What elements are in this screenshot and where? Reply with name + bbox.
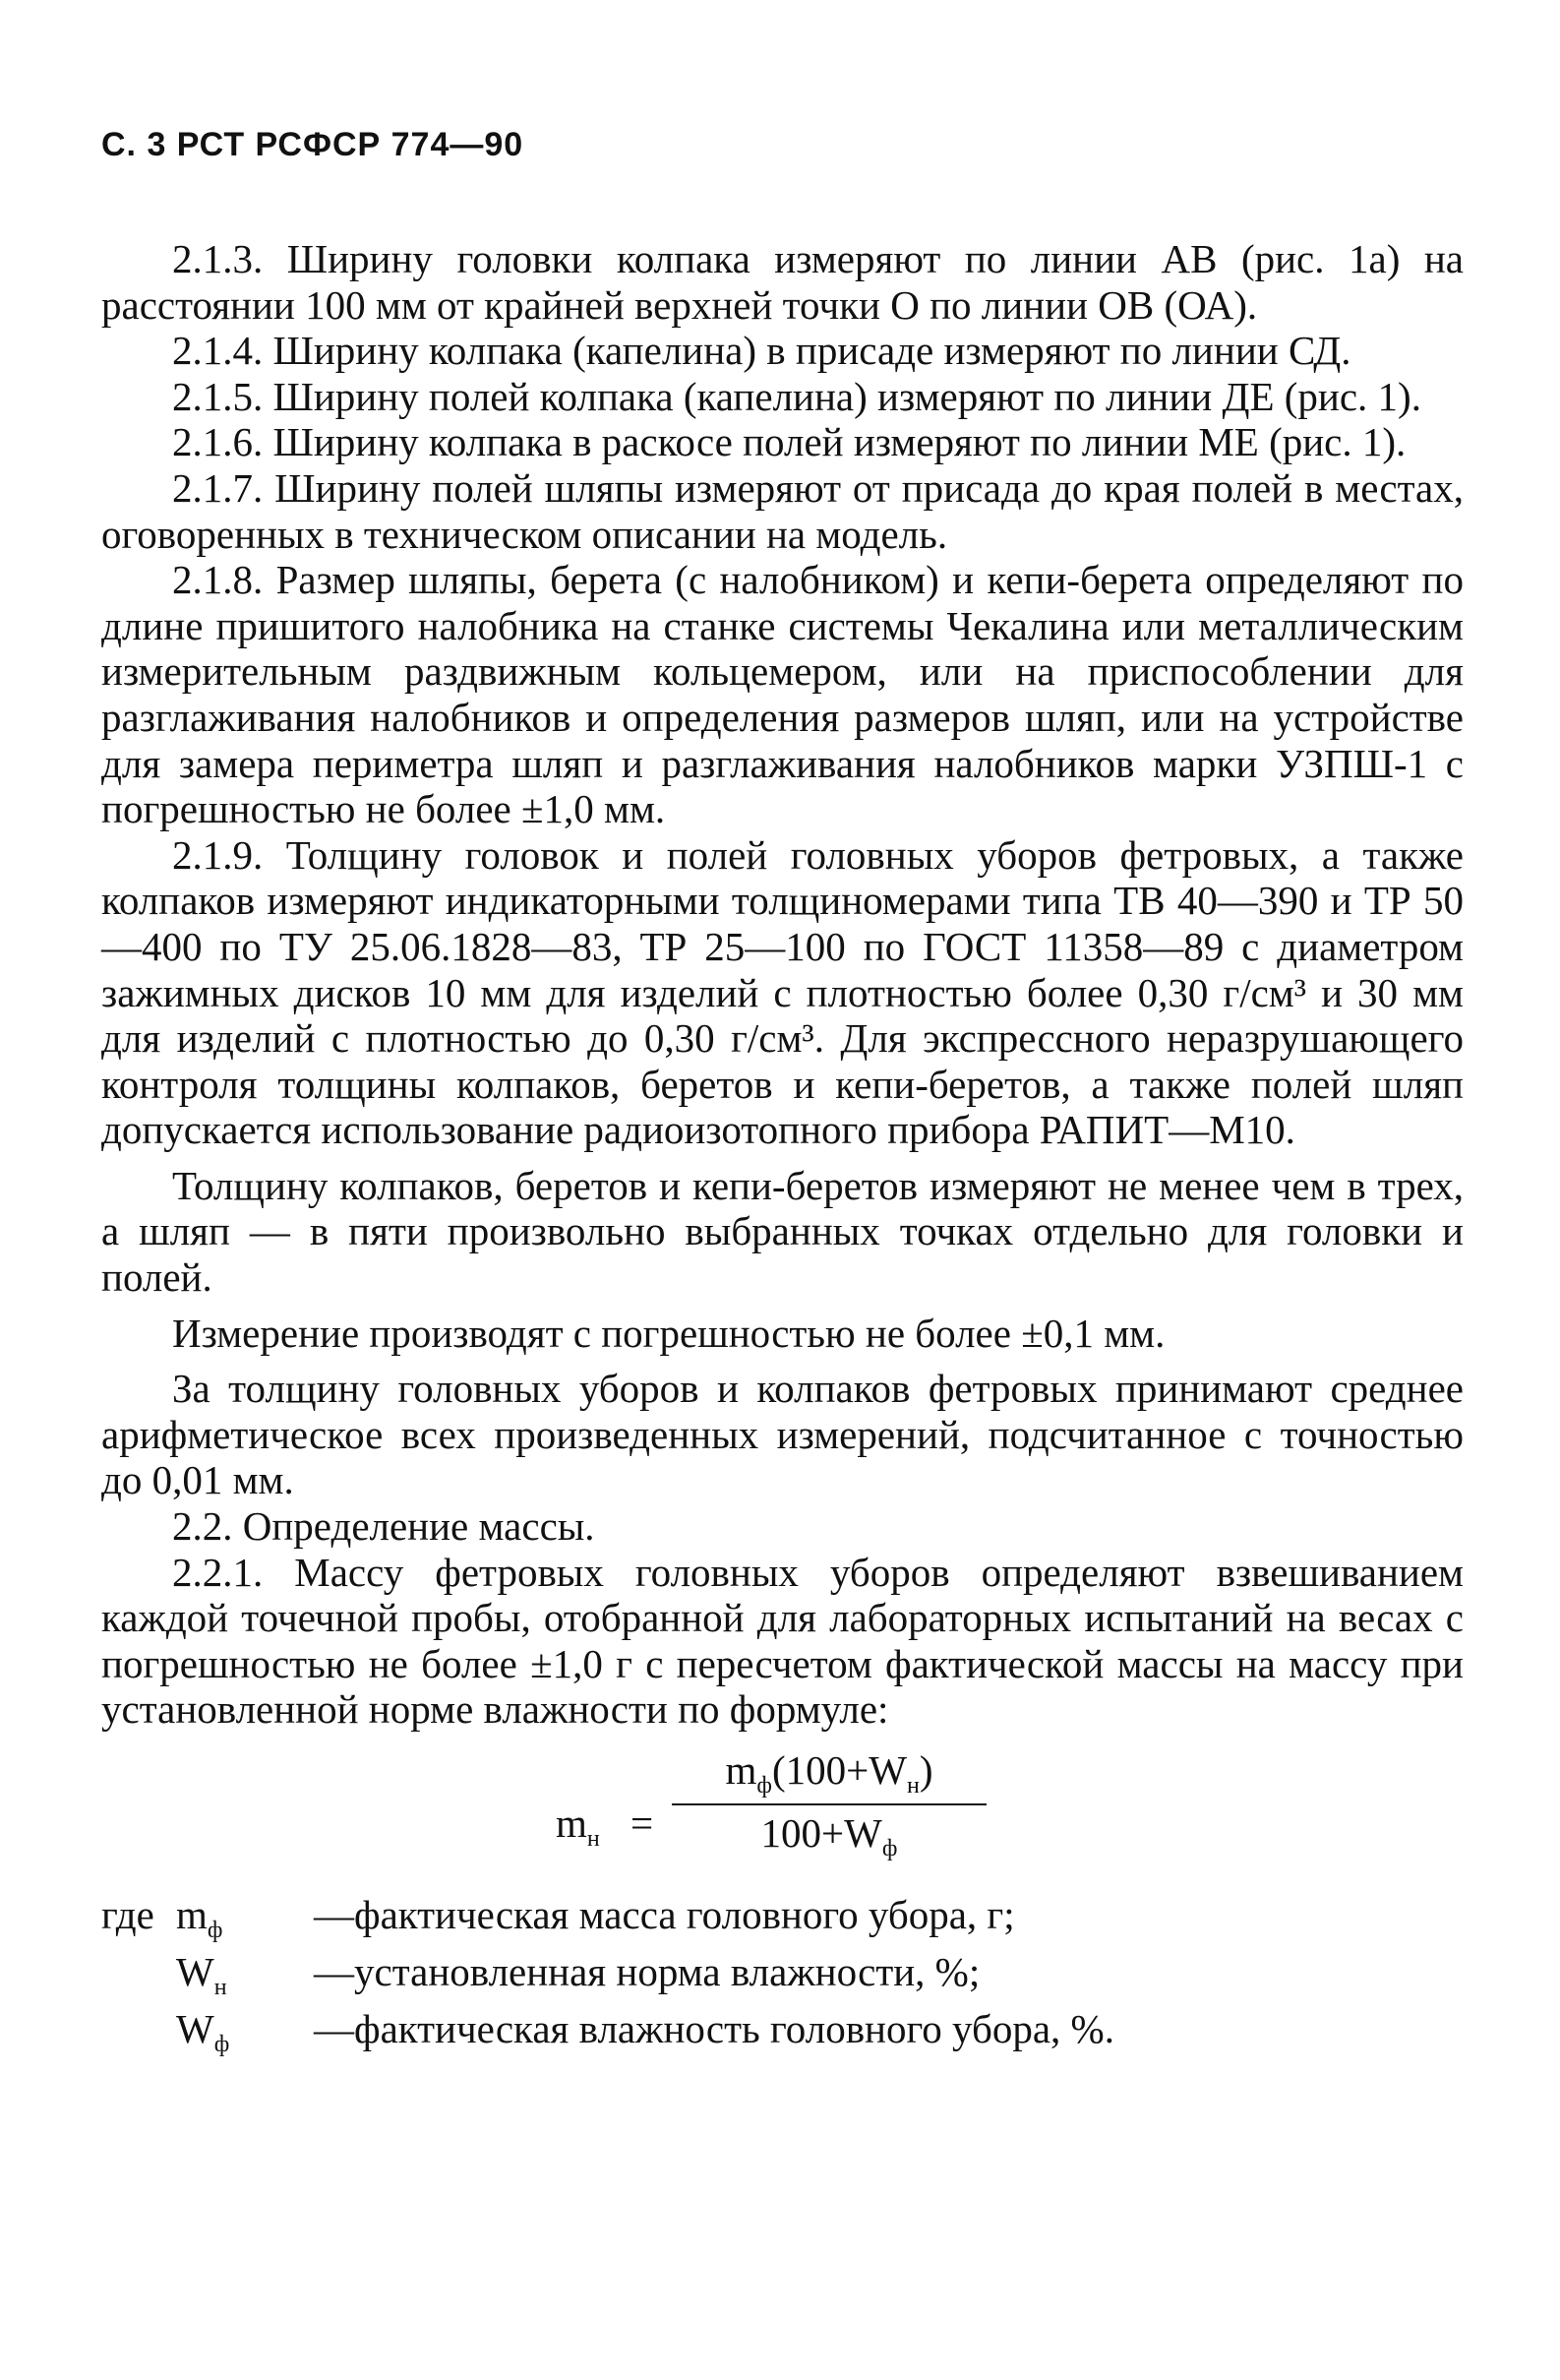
legend-row bbox=[101, 1949, 1464, 2006]
paragraph-thickness-points: Толщину колпаков, беретов и кепи-беретов измеряют не менее чем в трех, а шляп — в пяти произвольно выбранных точках отдельно для головки и полей. bbox=[101, 1162, 1464, 1301]
paragraph-2-1-8: 2.1.8. Размер шляпы, берета (с налобником) и кепи-берета определяют по длине пришитого налобника на станке системы Чекалина или металлическим измерительным раздвижным кольцемером, или на приспособлении для разглаживания налобников и определения размеров шляп, или на устройстве для замера периметра шляп и разглаживания налобников марки УЗПШ-1 с погрешностью не более ±1,0 мм. bbox=[101, 557, 1464, 832]
paragraph-thickness-average: За толщину головных уборов и колпаков фетровых принимают среднее арифметическое всех произведенных измерений, подсчитанное с точностью до 0,01 мм. bbox=[101, 1366, 1464, 1503]
legend-row bbox=[101, 1892, 1464, 1949]
legend-description: —фактическая влажность головного убора, %. bbox=[314, 2006, 1114, 2051]
legend-symbol: $m_ф$ bbox=[176, 1892, 223, 1944]
paragraph-2-1-9: 2.1.9. Толщину головок и полей головных уборов фетровых, а также колпаков измеряют индикаторными толщиномерами типа ТВ 40—390 и ТР 50—400 по ТУ 25.06.1828—83, ТР 25—100 по ГОСТ 11358—89 с диаметром зажимных дисков 10 мм для изделий с плотностью более 0,30 г/см³ и 30 мм для изделий с плотностью до 0,30 г/см³. Для экспрессного неразрушающего контроля толщины колпаков, беретов и кепи-беретов, а также полей шляп допускается использование радиоизотопного прибора РАПИТ—М10. bbox=[101, 831, 1464, 1153]
paragraph-2-1-3: 2.1.3. Ширину головки колпака измеряют по линии АВ (рис. 1а) на расстоянии 100 мм от крайней верхней точки О по линии ОВ (ОА). bbox=[101, 236, 1464, 328]
legend-row bbox=[101, 2006, 1464, 2063]
legend-symbol: $W_н$ bbox=[176, 1949, 227, 2001]
legend-symbol: $W_ф$ bbox=[176, 2006, 230, 2058]
legend-description: —установленная норма влажности, %; bbox=[314, 1949, 981, 1994]
paragraph-measurement-error: Измерение производят с погрешностью не более ±0,1 мм. bbox=[172, 1310, 1166, 1356]
paragraph-2-1-4: 2.1.4. Ширину колпака (капелина) в присаде измеряют по линии СД. bbox=[172, 328, 1351, 374]
body-text bbox=[101, 236, 1464, 2063]
formula-equals: = bbox=[630, 1800, 654, 1846]
mass-formula bbox=[101, 1740, 1464, 1888]
legend-description: —фактическая масса головного убора, г; bbox=[314, 1892, 1015, 1937]
formula-denominator: $100+W_ф$ bbox=[760, 1810, 898, 1862]
formula-fraction bbox=[672, 1747, 987, 1862]
formula-numerator: $m_ф(100+W_н)$ bbox=[672, 1750, 987, 1805]
legend-where: где bbox=[101, 1892, 154, 1937]
paragraph-2-1-7: 2.1.7. Ширину полей шляпы измеряют от присада до края полей в местах, оговоренных в техническом описании на модель. bbox=[101, 464, 1464, 557]
formula-lhs: $m_н$ bbox=[556, 1800, 600, 1853]
paragraph-2-1-5: 2.1.5. Ширину полей колпака (капелина) измеряют по линии ДЕ (рис. 1). bbox=[172, 373, 1421, 419]
page-header: С. 3 РСТ РСФСР 774—90 bbox=[101, 126, 524, 163]
paragraph-2-1-6: 2.1.6. Ширину колпака в раскосе полей измеряют по линии МЕ (рис. 1). bbox=[172, 419, 1407, 465]
formula-legend bbox=[101, 1892, 1464, 2063]
paragraph-2-2-1: 2.2.1. Массу фетровых головных уборов определяют взвешиванием каждой точечной пробы, отобранной для лабораторных испытаний на весах с погрешностью не более ±1,0 г с пересчетом фактической массы на массу при установленной норме влажности по формуле: bbox=[101, 1549, 1464, 1733]
paragraph-2-2: 2.2. Определение массы. bbox=[172, 1503, 595, 1550]
